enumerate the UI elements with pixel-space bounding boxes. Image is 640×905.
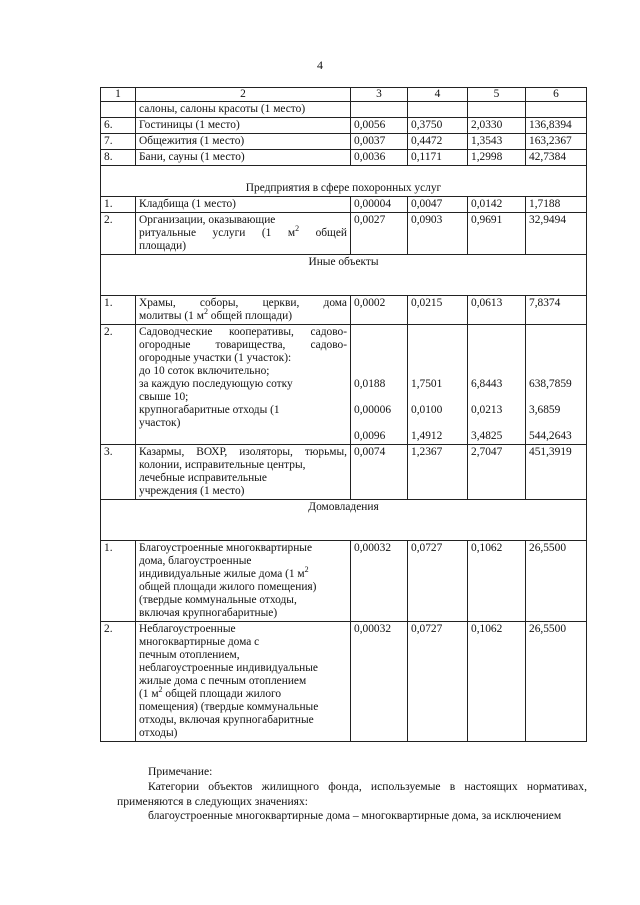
- row-name: салоны, салоны красоты (1 место): [136, 102, 351, 118]
- value-cell: 0,1171: [408, 150, 468, 166]
- row-name: Благоустроенные многоквартирные дома, благоустроенные индивидуальные жилые дома (1 $м^2$ общей площади жилого помещения) (твердые коммунальные отходы, включая крупногабаритные): [136, 541, 351, 622]
- value-cell: 0,0215: [408, 296, 468, 325]
- row-number: 1.: [101, 197, 136, 213]
- value-cell: 1,2367: [408, 445, 468, 500]
- note-paragraph: благоустроенные многоквартирные дома – многоквартирные дома, за исключением: [148, 809, 562, 822]
- section-title: Иные объекты: [101, 255, 587, 296]
- note-paragraph: Категории объектов жилищного фонда, используемые в настоящих нормативах, применяются в следующих значениях:: [117, 780, 587, 808]
- value-cell: 32,9494: [526, 213, 587, 255]
- value-cell: 2,0330: [468, 118, 526, 134]
- value-cell: 0,0727: [408, 622, 468, 742]
- row-number: 2.: [101, 325, 136, 445]
- value-cell: 0,0188 0,00006 0,0096: [351, 325, 408, 445]
- value-cell: 2,7047: [468, 445, 526, 500]
- norms-table: [100, 87, 587, 742]
- value-cell: 0,00004: [351, 197, 408, 213]
- table-row: [101, 102, 587, 118]
- row-name: Бани, сауны (1 место): [136, 150, 351, 166]
- value-cell: 0,0903: [408, 213, 468, 255]
- value-cell: 0,0027: [351, 213, 408, 255]
- header-cell: 3: [351, 88, 408, 102]
- row-number: 8.: [101, 150, 136, 166]
- value-cell: 451,3919: [526, 445, 587, 500]
- value-cell: 1,7501 0,0100 1,4912: [408, 325, 468, 445]
- row-number: 7.: [101, 134, 136, 150]
- header-cell: 6: [526, 88, 587, 102]
- value-cell: 136,8394: [526, 118, 587, 134]
- value-cell: 638,7859 3,6859 544,2643: [526, 325, 587, 445]
- row-number: 1.: [101, 296, 136, 325]
- section-header-row: [101, 166, 587, 197]
- row-name: Садоводческие кооперативы, садово- огородные товарищества, садово- огородные участки (1 участок): до 10 соток включительно; за каждую последующую сотку свыше 10; крупногабаритные отходы (1 участок): [136, 325, 351, 445]
- table-row: [101, 445, 587, 500]
- table-row: [101, 325, 587, 445]
- value-cell: 163,2367: [526, 134, 587, 150]
- table-row: [101, 622, 587, 742]
- page-number: 4: [317, 58, 323, 72]
- table-row: [101, 134, 587, 150]
- row-name: Неблагоустроенные многоквартирные дома с печным отоплением, неблагоустроенные индивидуальные жилые дома с печным отоплением (1 $м^2$ общей площади жилого помещения) (твердые коммунальные отходы, включая крупногабаритные отходы): [136, 622, 351, 742]
- header-cell: 4: [408, 88, 468, 102]
- section-header-row: [101, 255, 587, 296]
- table-row: [101, 213, 587, 255]
- value-cell: 0,0002: [351, 296, 408, 325]
- value-cell: 0,0074: [351, 445, 408, 500]
- row-number: 2.: [101, 622, 136, 742]
- value-cell: 0,00032: [351, 541, 408, 622]
- value-cell: 1,2998: [468, 150, 526, 166]
- table-row: [101, 296, 587, 325]
- row-number: 2.: [101, 213, 136, 255]
- value-cell: 0,0056: [351, 118, 408, 134]
- section-header-row: [101, 500, 587, 541]
- value-cell: 0,0142: [468, 197, 526, 213]
- header-cell: 2: [136, 88, 351, 102]
- row-number: 3.: [101, 445, 136, 500]
- row-name: Гостиницы (1 место): [136, 118, 351, 134]
- row-name: Организации, оказывающие ритуальные услуги (1 $м^2$ общей площади): [136, 213, 351, 255]
- value-cell: 0,00032: [351, 622, 408, 742]
- table-header-row: [101, 88, 587, 102]
- section-title: Домовладения: [101, 500, 587, 541]
- table-row: [101, 541, 587, 622]
- value-cell: 0,0047: [408, 197, 468, 213]
- note-title: Примечание:: [148, 765, 213, 778]
- value-cell: 0,3750: [408, 118, 468, 134]
- row-name: Общежития (1 место): [136, 134, 351, 150]
- row-name: Казармы, ВОХР, изоляторы, тюрьмы, колонии, исправительные центры, лечебные исправительные учреждения (1 место): [136, 445, 351, 500]
- value-cell: 0,0037: [351, 134, 408, 150]
- value-cell: 42,7384: [526, 150, 587, 166]
- value-cell: 1,3543: [468, 134, 526, 150]
- value-cell: 0,1062: [468, 541, 526, 622]
- row-name: Храмы, соборы, церкви, дома молитвы (1 $м^2$ общей площади): [136, 296, 351, 325]
- section-title: Предприятия в сфере похоронных услуг: [101, 166, 587, 197]
- value-cell: 0,0036: [351, 150, 408, 166]
- value-cell: 7,8374: [526, 296, 587, 325]
- value-cell: 0,9691: [468, 213, 526, 255]
- row-number: 6.: [101, 118, 136, 134]
- value-cell: 0,0613: [468, 296, 526, 325]
- table-row: [101, 118, 587, 134]
- value-cell: 6,8443 0,0213 3,4825: [468, 325, 526, 445]
- value-cell: 0,0727: [408, 541, 468, 622]
- header-cell: 5: [468, 88, 526, 102]
- value-cell: 26,5500: [526, 622, 587, 742]
- row-name: Кладбища (1 место): [136, 197, 351, 213]
- row-number: 1.: [101, 541, 136, 622]
- table-row: [101, 197, 587, 213]
- value-cell: 26,5500: [526, 541, 587, 622]
- table-row: [101, 150, 587, 166]
- value-cell: 0,4472: [408, 134, 468, 150]
- header-cell: 1: [101, 88, 136, 102]
- value-cell: 1,7188: [526, 197, 587, 213]
- value-cell: 0,1062: [468, 622, 526, 742]
